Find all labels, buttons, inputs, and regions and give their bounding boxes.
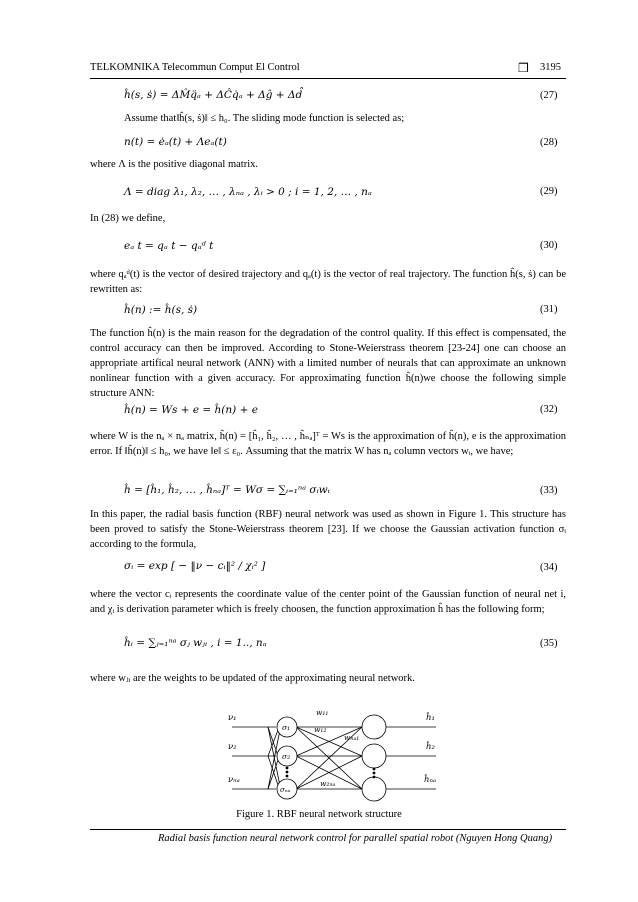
- output-label-3: ĥₙₐ: [424, 775, 437, 785]
- equation-30-number: (30): [540, 240, 558, 251]
- equation-27: ĥ(s, ṡ) = ΔM̂q̈ₐ + ΔĈq̇ₐ + Δĝ + Δd̂: [124, 89, 303, 101]
- equation-31-number: (31): [540, 304, 558, 315]
- running-header-journal: TELKOMNIKA Telecommun Comput El Control: [90, 62, 300, 73]
- input-label-3: νₙₐ: [228, 775, 240, 785]
- ellipsis-dot: [286, 775, 289, 778]
- equation-28: n(t) = ėₐ(t) + Λeₐ(t): [124, 136, 227, 148]
- equation-30: eₐ t = qₐ t − qₐᵈ t: [124, 240, 214, 252]
- paragraph-where-wji: where wⱼᵢ are the weights to be updated of the approximating neural network.: [90, 673, 415, 684]
- running-footer: Radial basis function neural network control for parallel spatial robot (Nguyen Hong Quang): [158, 833, 553, 844]
- input-label-2: ν₂: [228, 742, 237, 752]
- output-node-3: [362, 777, 386, 801]
- footer-rule: [90, 829, 566, 830]
- paragraph-where-q: where qₐᵈ(t) is the vector of desired trajectory and qₐ(t) is the vector of real trajectory. The function ĥ(s, ṡ) can be rewritten as:: [90, 269, 566, 295]
- ellipsis-dot: [286, 771, 289, 774]
- equation-34: σᵢ = exp [ − ‖ν − cᵢ‖² / χᵢ² ]: [124, 560, 266, 572]
- equation-32: ĥ(n) = Ws + e = ĥ(n) + e: [124, 404, 258, 416]
- output-label-1: ĥ₁: [426, 713, 435, 723]
- paragraph-where-W: where W is the nₐ × nₐ matrix, ĥ(n) = [ĥ₁, ĥ₂, … , ĥₙₐ]ᵀ = Ws is the approximation of ĥ(n), e is the approximation error. If ‖ĥ(n)‖ ≤ h₀, we have ‖e‖ ≤ ε₀. Assuming that the matrix W has nₐ column vectors wᵢ, we have;: [90, 431, 566, 457]
- weight-label-na1: wₙₐ₁: [344, 733, 360, 742]
- equation-29-number: (29): [540, 186, 558, 197]
- paragraph-assume: Assume that‖ĥ(s, ṡ)‖ ≤ h₀. The sliding mode function is selected as;: [124, 113, 405, 124]
- equation-27-number: (27): [540, 90, 558, 101]
- output-label-2: ĥ₂: [426, 742, 435, 752]
- ellipsis-dot: [373, 776, 376, 779]
- equation-33-number: (33): [540, 485, 558, 496]
- weight-label-12: w₁₂: [314, 725, 327, 734]
- output-node-1: [362, 715, 386, 739]
- hidden-label-2: σ₂: [282, 752, 291, 761]
- ellipsis-dot: [373, 772, 376, 775]
- figure-caption: Figure 1. RBF neural network structure: [236, 809, 402, 820]
- ellipsis-dot: [373, 768, 376, 771]
- page-number: 3195: [540, 62, 561, 73]
- paragraph-where-c: where the vector cᵢ represents the coordinate value of the center point of the Gaussian function of neural net i, and χᵢ is derivation parameter which is freely choosen, the function approximation ĥ has the following form;: [90, 589, 566, 615]
- weight-label-2na: w₂ₙₐ: [320, 779, 336, 788]
- equation-34-number: (34): [540, 562, 558, 573]
- input-label-1: ν₁: [228, 713, 237, 723]
- ellipsis-dot: [286, 767, 289, 770]
- equation-35: ĥᵢ = ∑ⱼ₌₁ⁿᵃ σⱼ wⱼᵢ , i = 1.., nₐ: [124, 637, 267, 649]
- paragraph-in28: In (28) we define,: [90, 213, 166, 224]
- equation-29: Λ = diag λ₁, λ₂, … , λₙₐ , λᵢ > 0 ; i = 1, 2, … , nₐ: [124, 186, 372, 198]
- weight-label-11: w₁₁: [316, 708, 329, 717]
- rbf-network-figure: [210, 700, 450, 804]
- header-box-icon: ❒: [518, 61, 529, 75]
- equation-28-number: (28): [540, 137, 558, 148]
- equation-35-number: (35): [540, 638, 558, 649]
- paragraph-function: The function ĥ(n) is the main reason for the degradation of the control quality. If this effect is compensated, the control accuracy can then be improved. According to Stone-Weierstrass theorem [23-24] one can choose an appropriate artifical neural network (ANN) with a limited number of neurals that can approximate an unknown nonlinear function with a given accuracy. For approximating function ĥ(n)we choose the following simple structure ANN:: [90, 328, 566, 399]
- equation-32-number: (32): [540, 404, 558, 415]
- output-node-2: [362, 744, 386, 768]
- header-rule: [90, 78, 566, 79]
- equation-31: ĥ(n) := ĥ(s, ṡ): [124, 304, 198, 316]
- paragraph-rbf: In this paper, the radial basis function (RBF) neural network was used as shown in Figure 1. This structure has been proved to satisfy the Stone-Weierstrass theorem [23]. If we choose the Gaussian activation function σᵢ according to the formula,: [90, 509, 566, 550]
- hidden-label-3: σₙₐ: [280, 786, 291, 794]
- hidden-label-1: σ₁: [282, 723, 291, 732]
- equation-33: ĥ = [ĥ₁, ĥ₂, … , ĥₙₐ]ᵀ = Wσ = ∑ᵢ₌₁ⁿᵃ σᵢwᵢ: [124, 484, 330, 496]
- paragraph-where-lambda: where Λ is the positive diagonal matrix.: [90, 159, 259, 170]
